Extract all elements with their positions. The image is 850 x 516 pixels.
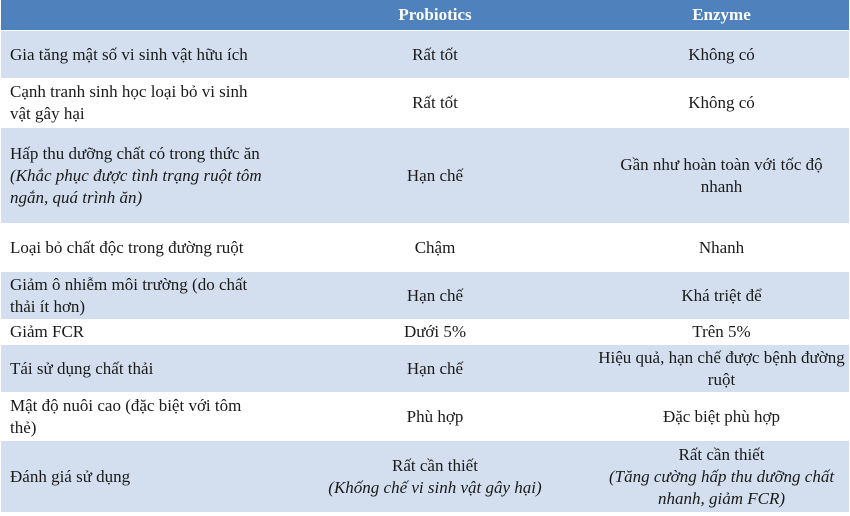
probiotics-cell: Dưới 5% [276, 320, 594, 345]
header-enzyme: Enzyme [594, 0, 849, 31]
table-header-row [1, 0, 849, 31]
table-row [1, 393, 849, 441]
table-row [1, 345, 849, 393]
probiotics-cell: Phù hợp [276, 393, 594, 441]
table-row [1, 31, 849, 79]
row-label: Hấp thu dưỡng chất có trong thức ăn (Khắc phục được tình trạng ruột tôm ngắn, quá trình ăn) [1, 128, 276, 224]
row-label: Loại bỏ chất độc trong đường ruột [1, 224, 276, 272]
enzyme-cell: Không có [594, 79, 849, 128]
row-label: Giảm FCR [1, 320, 276, 345]
probiotics-cell: Rất cần thiết (Khống chế vi sinh vật gây hại) [276, 441, 594, 513]
header-criteria [1, 0, 276, 31]
probiotics-cell: Hạn chế [276, 272, 594, 320]
enzyme-cell: Gần như hoàn toàn với tốc độ nhanh [594, 128, 849, 224]
probiotics-cell: Rất tốt [276, 31, 594, 79]
table-row [1, 224, 849, 272]
row-label: Cạnh tranh sinh học loại bỏ vi sinh vật gây hại [1, 79, 276, 128]
enzyme-cell: Rất cần thiết (Tăng cường hấp thu dưỡng chất nhanh, giảm FCR) [594, 441, 849, 513]
probiotics-cell: Chậm [276, 224, 594, 272]
enzyme-note: (Tăng cường hấp thu dưỡng chất nhanh, giảm FCR) [608, 466, 835, 508]
table-row [1, 441, 849, 513]
row-label: Đánh giá sử dụng [1, 441, 276, 513]
enzyme-cell: Trên 5% [594, 320, 849, 345]
table-row [1, 79, 849, 128]
header-probiotics: Probiotics [276, 0, 594, 31]
enzyme-cell: Không có [594, 31, 849, 79]
row-label: Tái sử dụng chất thải [1, 345, 276, 393]
probiotics-note: (Khống chế vi sinh vật gây hại) [328, 477, 542, 497]
probiotics-cell: Rất tốt [276, 79, 594, 128]
enzyme-cell: Nhanh [594, 224, 849, 272]
table-row [1, 128, 849, 224]
probiotics-cell: Hạn chế [276, 345, 594, 393]
table-row [1, 272, 849, 320]
enzyme-cell: Khá triệt để [594, 272, 849, 320]
row-label: Giảm ô nhiễm môi trường (do chất thải ít hơn) [1, 272, 276, 320]
probiotics-cell: Hạn chế [276, 128, 594, 224]
row-label: Mật độ nuôi cao (đặc biệt với tôm thẻ) [1, 393, 276, 441]
row-label: Gia tăng mật số vi sinh vật hữu ích [1, 31, 276, 79]
row-note: (Khắc phục được tình trạng ruột tôm ngắn, quá trình ăn) [10, 165, 262, 207]
table-row [1, 320, 849, 345]
enzyme-cell: Đặc biệt phù hợp [594, 393, 849, 441]
comparison-table [1, 0, 849, 513]
enzyme-cell: Hiệu quả, hạn chế được bệnh đường ruột [594, 345, 849, 393]
